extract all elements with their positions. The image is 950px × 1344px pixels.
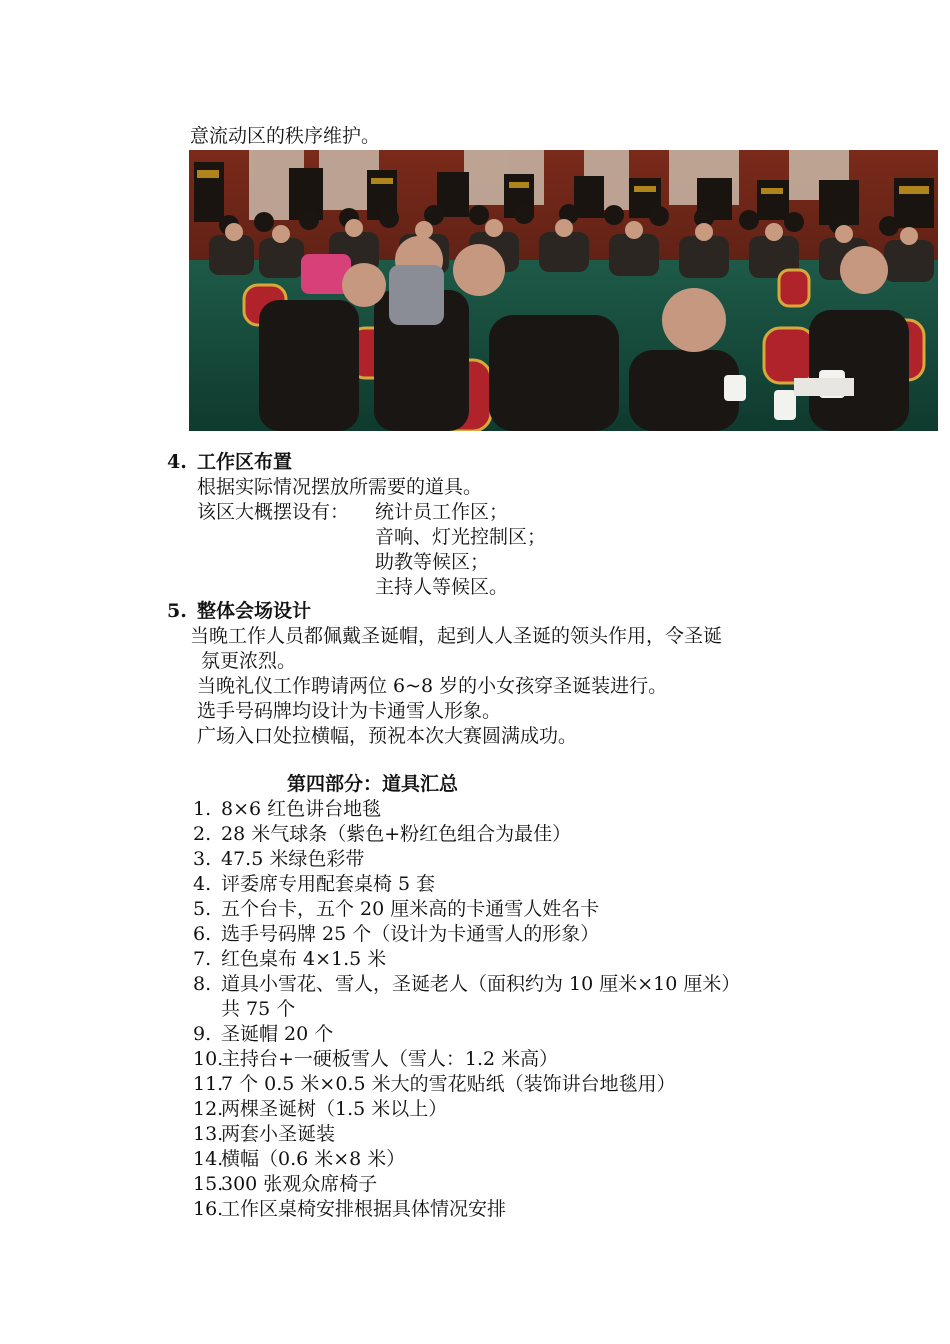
section5-number: 5. [167,600,187,622]
section4-item: 助教等候区； [375,551,490,573]
section5-line: 广场入口处拉横幅，预祝本次大赛圆满成功。 [197,725,578,747]
part4-heading: 第四部分：道具汇总 [287,773,459,795]
list-item-number: 1. [193,798,212,820]
list-item: 五个台卡，五个 20 厘米高的卡通雪人姓名卡 [221,898,600,920]
list-item-number: 9. [193,1023,212,1045]
list-item: 300 张观众席椅子 [221,1173,378,1195]
list-item-number: 2. [193,823,212,845]
list-item-number: 14. [193,1148,224,1170]
section4-title: 工作区布置 [197,451,293,473]
section4-label: 该区大概摆设有： [197,501,350,523]
section4-number: 4. [167,451,187,473]
intro-line: 意流动区的秩序维护。 [190,125,381,147]
list-item: 47.5 米绿色彩带 [221,848,365,870]
list-item-number: 12. [193,1098,224,1120]
list-item: 主持台+一硬板雪人（雪人：1.2 米高） [221,1048,559,1070]
section5-title: 整体会场设计 [197,600,312,622]
section4-item: 统计员工作区； [375,501,509,523]
list-item-number: 13. [193,1123,224,1145]
list-item-number: 10. [193,1048,224,1070]
list-item-number: 3. [193,848,212,870]
section4-item: 主持人等候区。 [375,576,509,598]
list-item: 28 米气球条（紫色+粉红色组合为最佳） [221,823,572,845]
list-item-number: 16. [193,1198,224,1220]
list-item: 两棵圣诞树（1.5 米以上） [221,1098,448,1120]
section5-line: 当晚工作人员都佩戴圣诞帽，起到人人圣诞的领头作用，令圣诞 [190,625,723,647]
section4-line1: 根据实际情况摆放所需要的道具。 [197,476,483,498]
list-item-number: 7. [193,948,212,970]
list-item: 8×6 红色讲台地毯 [221,798,382,820]
list-item: 两套小圣诞装 [221,1123,336,1145]
list-item-number: 6. [193,923,212,945]
list-item: 红色桌布 4×1.5 米 [221,948,387,970]
list-item-number: 4. [193,873,212,895]
section5-line: 当晚礼仪工作聘请两位 6~8 岁的小女孩穿圣诞装进行。 [197,675,668,697]
list-item-number: 11. [193,1073,224,1095]
list-item: 选手号码牌 25 个（设计为卡通雪人的形象） [221,923,600,945]
conference-photo [189,150,938,431]
list-item-number: 8. [193,973,212,995]
list-item: 7 个 0.5 米×0.5 米大的雪花贴纸（装饰讲台地毯用） [221,1073,676,1095]
list-item: 横幅（0.6 米×8 米） [221,1148,406,1170]
list-item: 道具小雪花、雪人，圣诞老人（面积约为 10 厘米×10 厘米） [221,973,741,995]
section4-item: 音响、灯光控制区； [375,526,547,548]
list-item: 评委席专用配套桌椅 5 套 [221,873,436,895]
list-item: 工作区桌椅安排根据具体情况安排 [221,1198,507,1220]
list-item-number: 5. [193,898,212,920]
section5-line: 氛更浓烈。 [201,650,297,672]
section5-line: 选手号码牌均设计为卡通雪人形象。 [197,700,502,722]
list-item: 圣诞帽 20 个 [221,1023,334,1045]
list-item-continuation: 共 75 个 [221,998,296,1020]
list-item-number: 15. [193,1173,224,1195]
